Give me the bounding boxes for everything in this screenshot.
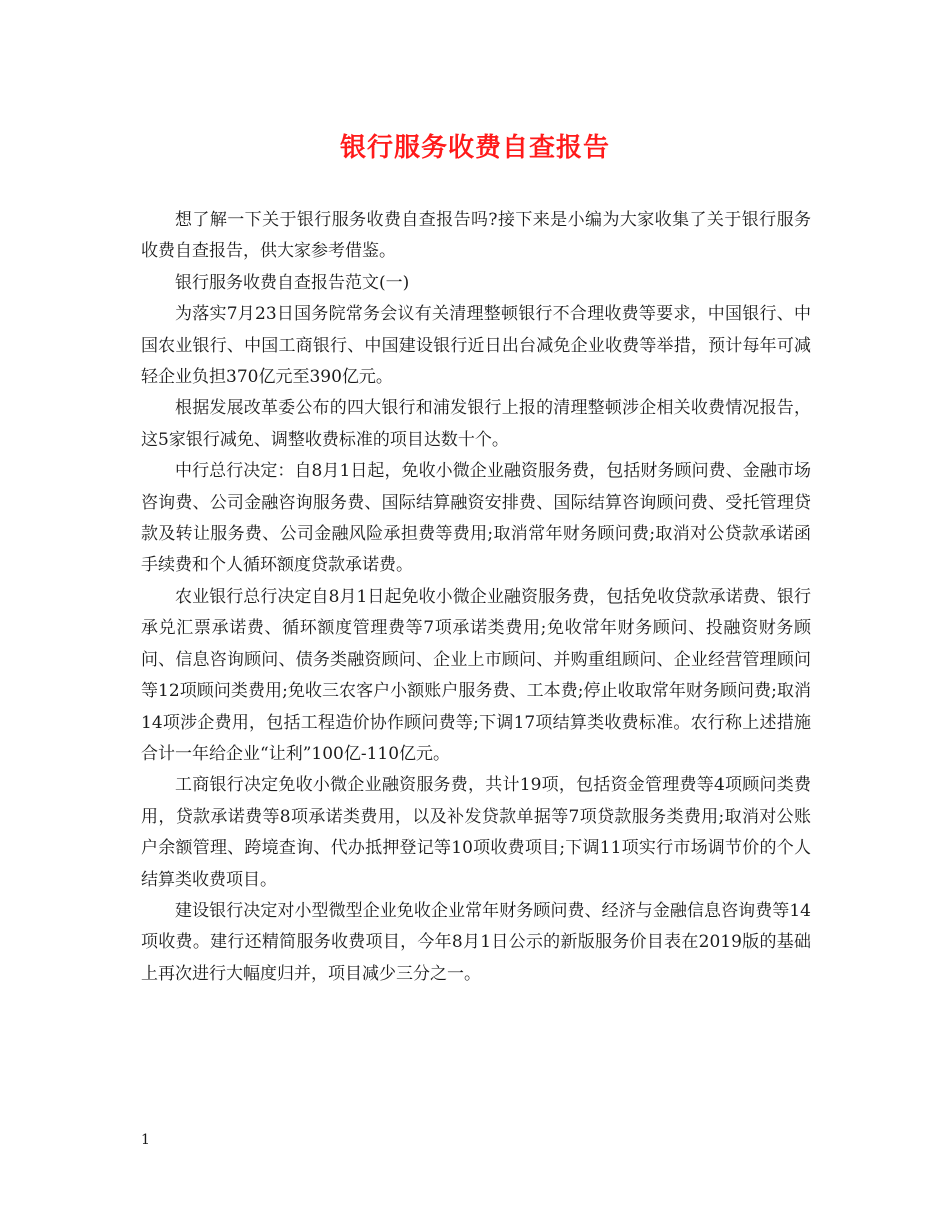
paragraph-ndrc-report: 根据发展改革委公布的四大银行和浦发银行上报的清理整顿涉企相关收费情况报告，这5家银行减免、调整收费标准的项目达数十个。 xyxy=(141,398,811,450)
paragraph-intro: 想了解一下关于银行服务收费自查报告吗?接下来是小编为大家收集了关于银行服务收费自查报告，供大家参考借鉴。 xyxy=(141,210,811,262)
paragraph-icbc: 工商银行决定免收小微企业融资服务费，共计19项，包括资金管理费等4项顾问类费用，贷款承诺费等8项承诺类费用，以及补发贷款单据等7项贷款服务类费用;取消对公账户余额管理、跨境查询、代办抵押登记等10项收费项目;下调11项实行市场调节价的个人结算类收费项目。 xyxy=(141,775,811,890)
paragraph-boc: 中行总行决定：自8月1日起，免收小微企业融资服务费，包括财务顾问费、金融市场咨询费、公司金融咨询服务费、国际结算融资安排费、国际结算咨询顾问费、受托管理贷款及转让服务费、公司金融风险承担费等费用;取消常年财务顾问费;取消对公贷款承诺函手续费和个人循环额度贷款承诺费。 xyxy=(141,461,811,576)
paragraph-abc: 农业银行总行决定自8月1日起免收小微企业融资服务费，包括免收贷款承诺费、银行承兑汇票承诺费、循环额度管理费等7项承诺类费用;免收常年财务顾问、投融资财务顾问、信息咨询顾问、债务类融资顾问、企业上市顾问、并购重组顾问、企业经营管理顾问等12项顾问类费用;免收三农客户小额账户服务费、工本费;停止收取常年财务顾问费;取消14项涉企费用，包括工程造价协作顾问费等;下调17项结算类收费标准。农行称上述措施合计一年给企业“让利”100亿-110亿元。 xyxy=(141,586,811,764)
paragraph-overview: 为落实7月23日国务院常务会议有关清理整顿银行不合理收费等要求，中国银行、中国农业银行、中国工商银行、中国建设银行近日出台减免企业收费等举措，预计每年可减轻企业负担370亿元至390亿元。 xyxy=(141,304,811,388)
paragraph-section-heading: 银行服务收费自查报告范文(一) xyxy=(175,272,410,293)
document-body xyxy=(141,205,811,990)
document-title: 银行服务收费自查报告 xyxy=(339,133,610,163)
paragraph-ccb: 建设银行决定对小型微型企业免收企业常年财务顾问费、经济与金融信息咨询费等14项收费。建行还精简服务收费项目，今年8月1日公示的新版服务价目表在2019版的基础上再次进行大幅度归并，项目减少三分之一。 xyxy=(141,900,811,984)
page-number: 1 xyxy=(141,1132,150,1148)
